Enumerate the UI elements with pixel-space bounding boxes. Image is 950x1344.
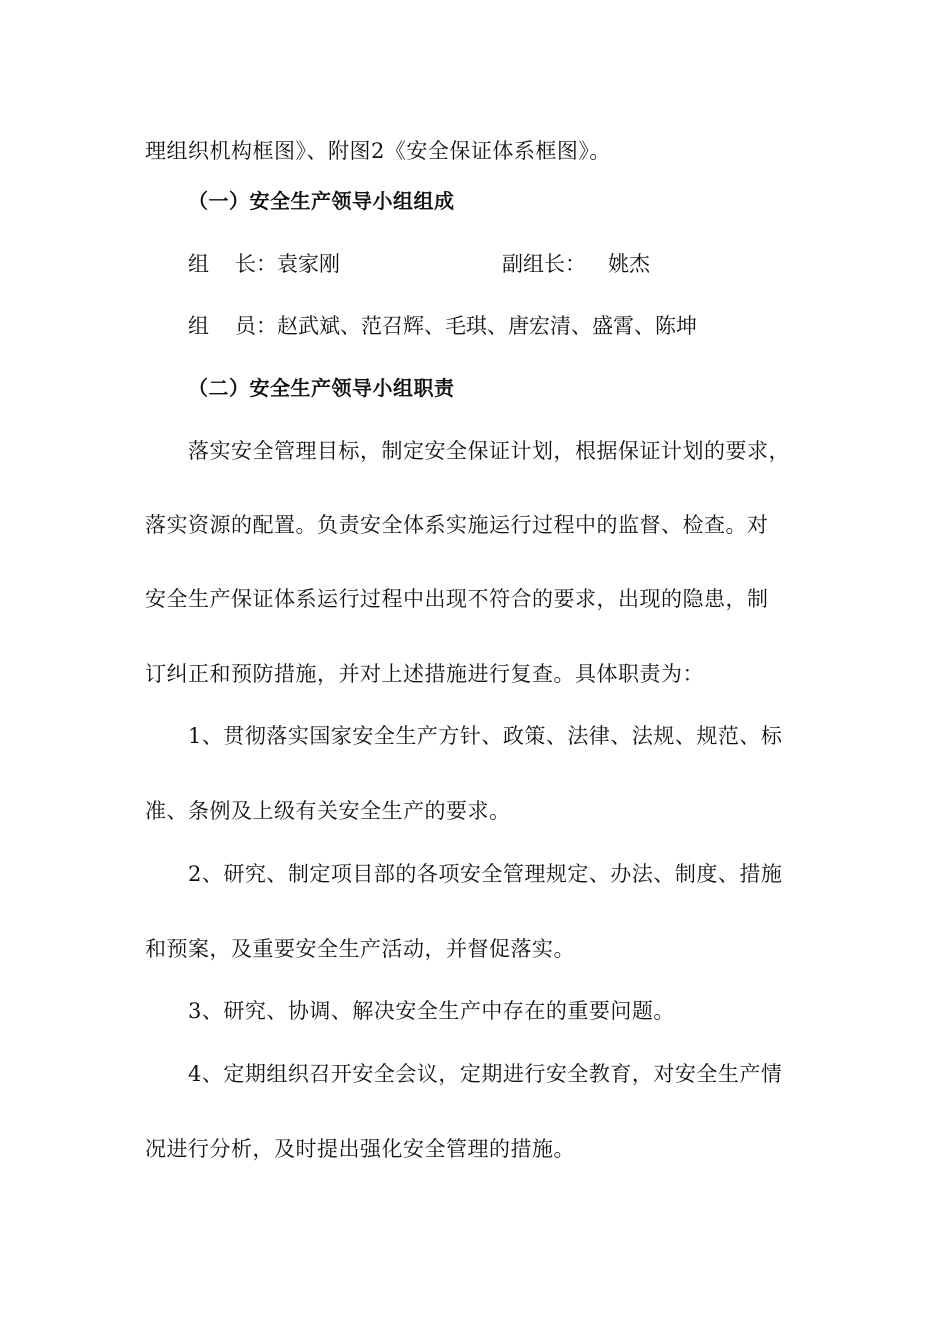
leader-name: 袁家刚: [277, 252, 340, 276]
item2-line1: 2、研究、制定项目部的各项安全管理规定、办法、制度、措施: [188, 862, 783, 886]
leader-label-a: 组: [188, 252, 209, 276]
item3-line1: 3、研究、协调、解决安全生产中存在的重要问题。: [188, 999, 675, 1023]
para1-line1: 落实安全管理目标，制定安全保证计划，根据保证计划的要求，: [188, 439, 790, 463]
deputy-label: 副组长：: [502, 252, 586, 276]
section2-heading: （二）安全生产领导小组职责: [188, 376, 455, 400]
leader-label-b: 长：: [235, 252, 277, 276]
para1-line2: 落实资源的配置。负责安全体系实施运行过程中的监督、检查。对: [145, 513, 769, 537]
leader-row: [188, 250, 340, 278]
continuation-line: 理组织机构框图》、附图2《安全保证体系框图》。: [145, 139, 611, 163]
item2-line2: 和预案，及重要安全生产活动，并督促落实。: [145, 937, 575, 961]
para1-line3: 安全生产保证体系运行过程中出现不符合的要求，出现的隐患，制: [145, 587, 769, 611]
members-label-b: 员：: [235, 314, 277, 338]
item4-line2: 况进行分析，及时提出强化安全管理的措施。: [145, 1137, 575, 1161]
section1-heading: （一）安全生产领导小组组成: [188, 189, 455, 213]
deputy-name: 姚杰: [608, 252, 650, 276]
para1-line4: 订纠正和预防措施，并对上述措施进行复查。具体职责为：: [145, 662, 704, 686]
deputy-row: [502, 250, 650, 278]
item1-line2: 准、条例及上级有关安全生产的要求。: [145, 799, 511, 823]
members-names: 赵武斌、范召辉、毛琪、唐宏清、盛霄、陈坤: [277, 314, 697, 338]
members-label-a: 组: [188, 314, 209, 338]
item4-line1: 4、定期组织召开安全会议，定期进行安全教育，对安全生产情: [188, 1062, 783, 1086]
item1-line1: 1、贯彻落实国家安全生产方针、政策、法律、法规、规范、标: [188, 724, 783, 748]
members-row: [188, 312, 697, 340]
